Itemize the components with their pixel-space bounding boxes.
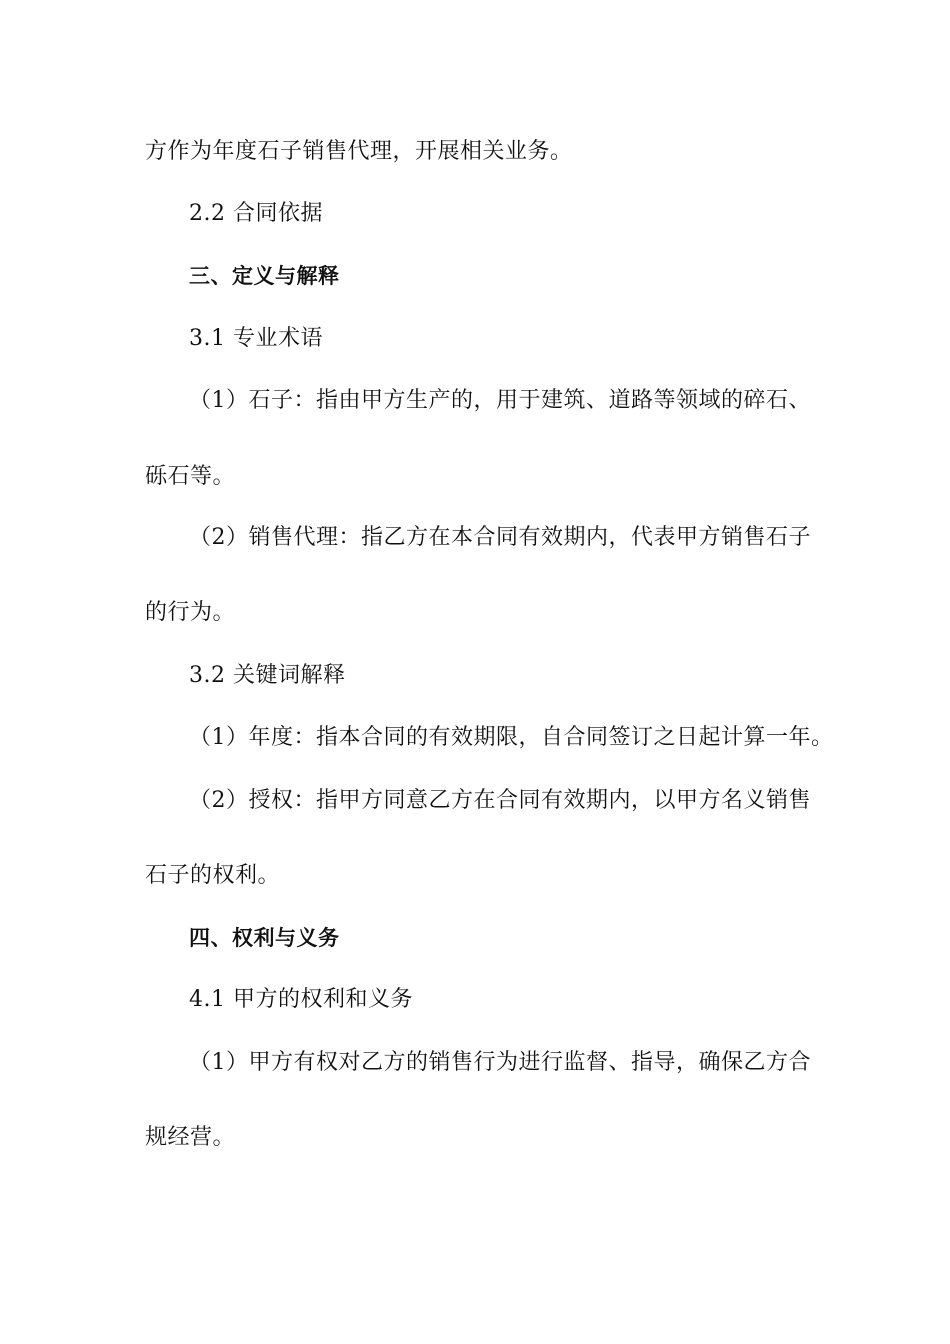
term-definition-sales-agent-continuation: 的行为。: [145, 600, 236, 625]
subsection-heading-3-2: 3.2 关键词解释: [189, 663, 346, 688]
keyword-definition-authorization-continuation: 石子的权利。: [145, 863, 281, 888]
term-definition-stone: （1）石子：指由甲方生产的，用于建筑、道路等领域的碎石、: [189, 388, 811, 413]
keyword-definition-authorization: （2）授权：指甲方同意乙方在合同有效期内，以甲方名义销售: [189, 788, 811, 813]
term-definition-stone-continuation: 砾石等。: [145, 464, 236, 489]
subsection-heading-3-1: 3.1 专业术语: [189, 326, 323, 351]
keyword-definition-year: （1）年度：指本合同的有效期限，自合同签订之日起计算一年。: [189, 725, 834, 750]
section-heading-4: 四、权利与义务: [189, 926, 340, 950]
subsection-heading-4-1: 4.1 甲方的权利和义务: [189, 987, 413, 1012]
section-heading-3: 三、定义与解释: [189, 264, 340, 288]
party-a-right-supervision-continuation: 规经营。: [145, 1125, 236, 1150]
term-definition-sales-agent: （2）销售代理：指乙方在本合同有效期内，代表甲方销售石子: [189, 525, 811, 550]
subsection-heading-2-2: 2.2 合同依据: [189, 201, 323, 226]
party-a-right-supervision: （1）甲方有权对乙方的销售行为进行监督、指导，确保乙方合: [189, 1050, 811, 1075]
paragraph-continuation: 方作为年度石子销售代理，开展相关业务。: [145, 139, 573, 164]
